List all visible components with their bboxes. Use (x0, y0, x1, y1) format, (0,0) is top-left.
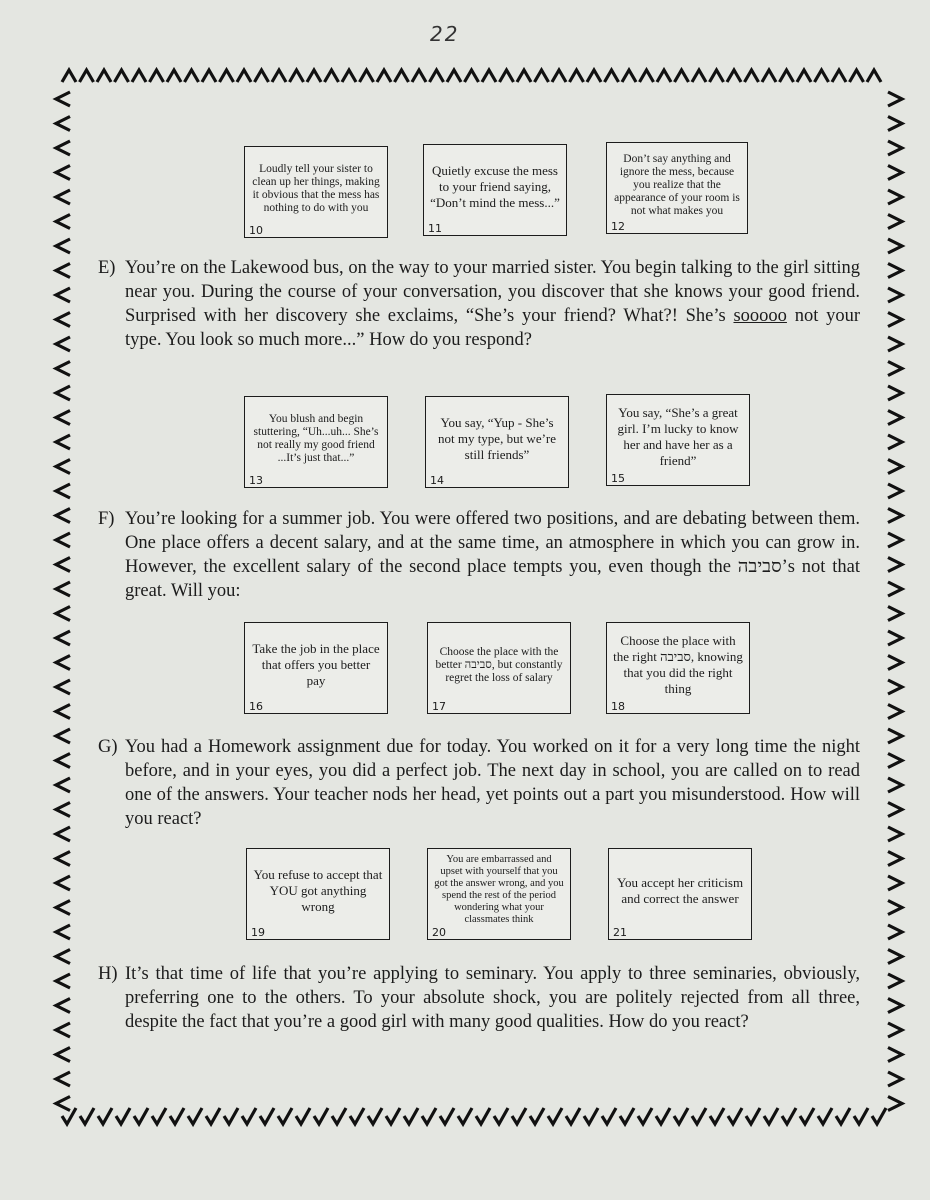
option-text: You blush and begin stuttering, “Uh...uh... She’s not really my good friend ...It’s just that...” (253, 413, 379, 464)
option-text: You accept her criticism and correct the answer (616, 875, 744, 906)
option-number: 17 (432, 700, 446, 713)
option-box-20 (427, 848, 571, 940)
option-number: 12 (611, 220, 625, 233)
underlined-word: sooooo (733, 306, 787, 326)
option-text: You are embarrassed and upset with yourself that you got the answer wrong, and you spend the rest of the period wondering what your classmates think (434, 854, 564, 925)
option-number: 18 (611, 700, 625, 713)
page-number: 22 (430, 22, 460, 46)
option-box-15 (606, 394, 750, 486)
question-letter: E) (98, 258, 116, 278)
question-text: You’re looking for a summer job. You were offered two positions, and are debating between them. One place offers a decent salary, and at the same time, an atmosphere in which you can grow in. However, the excellent salary of the second place tempts you, even though the סביבה’s not that great. Will you: (125, 509, 860, 601)
option-text: Quietly excuse the mess to your friend saying, “Don’t mind the mess...” (430, 163, 560, 210)
option-text: Loudly tell your sister to clean up her things, making it obvious that the mess has nothing to do with you (252, 163, 380, 214)
question-h (98, 962, 860, 1034)
option-box-19 (246, 848, 390, 940)
option-text: You say, “Yup - She’s not my type, but we’re still friends” (437, 415, 557, 462)
option-text: Take the job in the place that offers you better pay (252, 641, 380, 688)
option-box-13 (244, 396, 388, 488)
question-g (98, 735, 860, 831)
option-number: 19 (251, 926, 265, 939)
option-box-21 (608, 848, 752, 940)
option-number: 21 (613, 926, 627, 939)
option-box-11 (423, 144, 567, 236)
option-box-14 (425, 396, 569, 488)
option-text: Choose the place with the right סביבה, knowing that you did the right thing (613, 633, 743, 696)
question-text: You had a Homework assignment due for today. You worked on it for a very long time the night before, and in your eyes, you did a perfect job. The next day in school, you are called on to read one of the answers. Your teacher nods her head, yet points out a part you misunderstood. How will you react? (125, 737, 860, 829)
question-f (98, 507, 860, 603)
question-e (98, 256, 860, 352)
option-number: 13 (249, 474, 263, 487)
option-text: Don’t say anything and ignore the mess, because you realize that the appearance of your room is not what makes you (614, 152, 740, 217)
option-number: 16 (249, 700, 263, 713)
option-number: 20 (432, 926, 446, 939)
option-text: You refuse to accept that YOU got anything wrong (253, 867, 383, 914)
option-number: 10 (249, 224, 263, 237)
option-text: Choose the place with the better סביבה, but constantly regret the loss of salary (435, 645, 563, 684)
question-letter: H) (98, 964, 118, 984)
question-text: It’s that time of life that you’re applying to seminary. You apply to three seminaries, obviously, preferring one to the others. To your absolute shock, you are politely rejected from all three, despite the fact that you’re a good girl with many good qualities. How do you react? (125, 964, 860, 1032)
option-number: 14 (430, 474, 444, 487)
question-letter: G) (98, 737, 118, 757)
option-box-17 (427, 622, 571, 714)
option-box-18 (606, 622, 750, 714)
question-text: You’re on the Lakewood bus, on the way to your married sister. You begin talking to the girl sitting near you. During the course of your conversation, you discover that she knows your good friend. Surprised with her discovery she exclaims, “She’s your friend? What?! She’s sooooo not your type. You look so much more...” How do you respond? (125, 258, 860, 350)
option-number: 15 (611, 472, 625, 485)
question-letter: F) (98, 509, 115, 529)
option-box-12 (606, 142, 748, 234)
option-box-16 (244, 622, 388, 714)
option-box-10 (244, 146, 388, 238)
option-text: You say, “She’s a great girl. I’m lucky to know her and have her as a friend” (617, 405, 739, 468)
option-number: 11 (428, 222, 442, 235)
